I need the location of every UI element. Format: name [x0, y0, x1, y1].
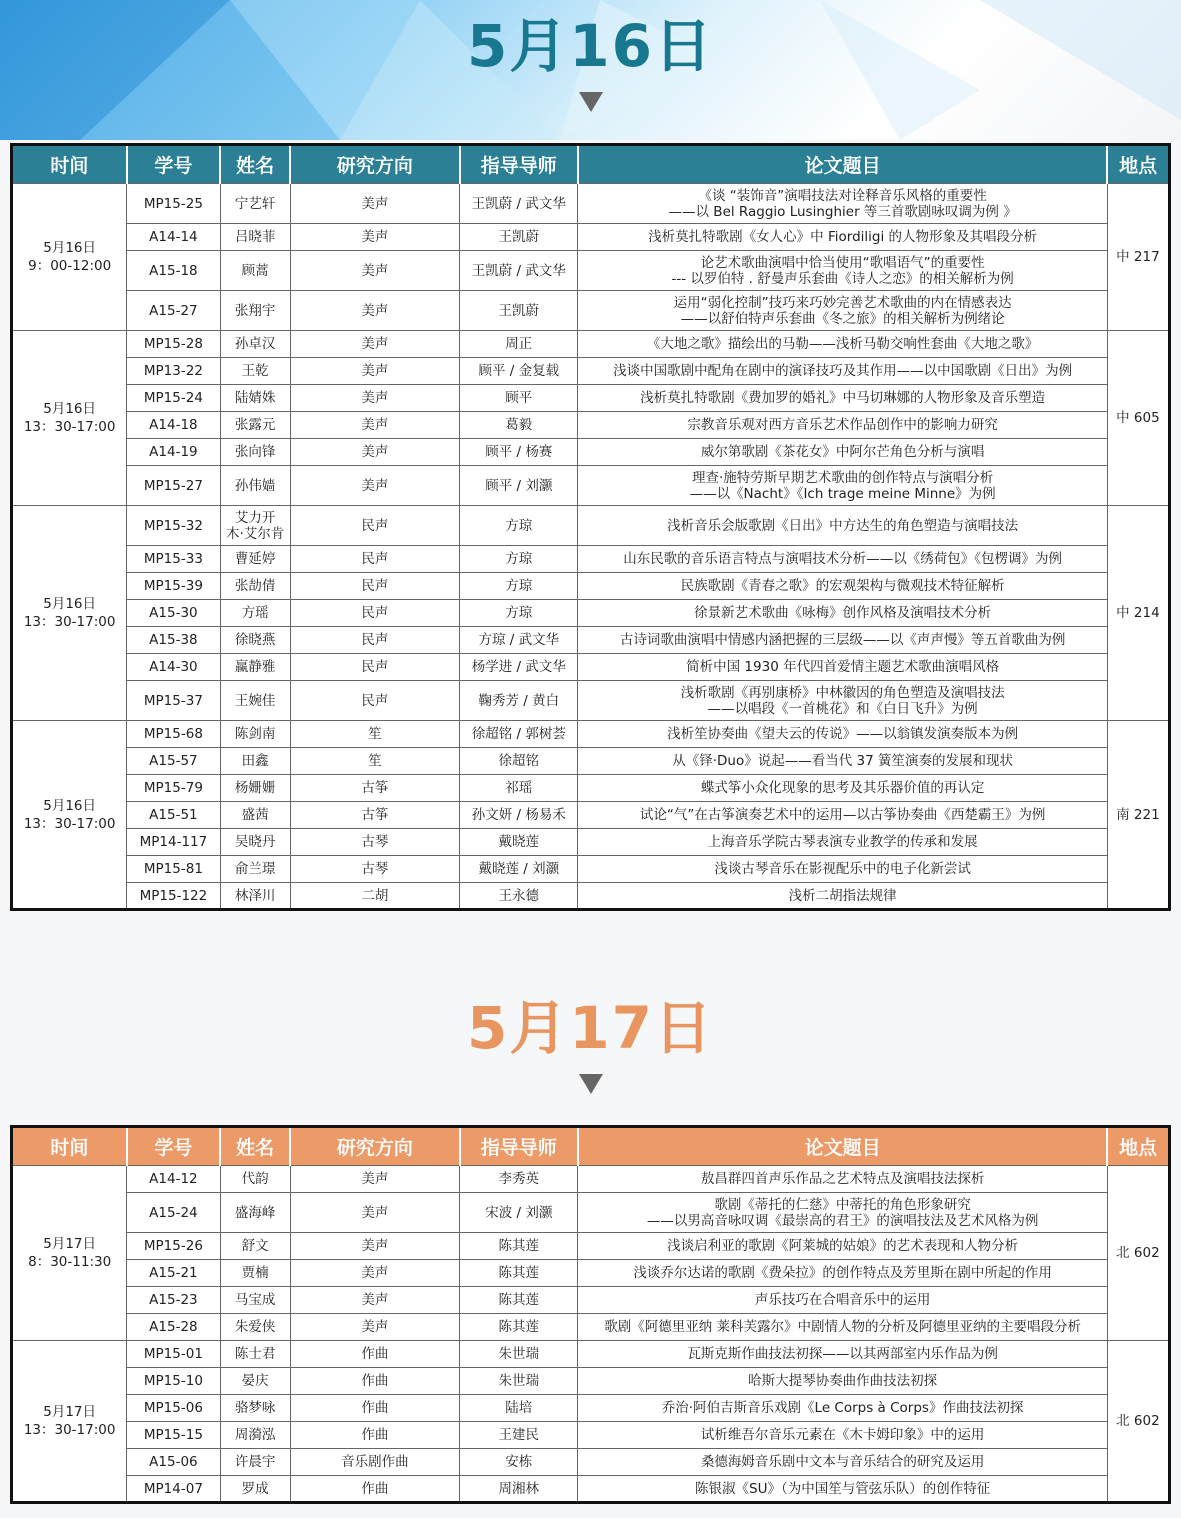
thesis-title-cell: 运用“弱化控制”技巧来巧妙完善艺术歌曲的内在情感表达 ——以舒伯特声乐套曲《冬之旅》的相关解析为例绪论: [578, 291, 1107, 331]
research-field-cell: 音乐剧作曲: [290, 1449, 459, 1476]
student-id-cell: MP14-07: [127, 1476, 220, 1503]
student-id-cell: A15-06: [127, 1449, 220, 1476]
session-place-cell: 中 214: [1107, 506, 1169, 721]
down-arrow-icon: [579, 1074, 603, 1094]
session-place-cell: 北 602: [1107, 1341, 1169, 1503]
thesis-title-cell: 古诗词歌曲演唱中情感内涵把握的三层级——以《声声慢》等五首歌曲为例: [578, 627, 1107, 654]
student-name-cell: 朱爱侠: [220, 1314, 290, 1341]
research-field-cell: 美声: [290, 412, 459, 439]
thesis-title-cell: 简析中国 1930 年代四首爱情主题艺术歌曲演唱风格: [578, 654, 1107, 681]
student-name-cell: 曹延婷: [220, 546, 290, 573]
header-place: 地点: [1119, 1137, 1158, 1159]
advisor-cell: 方琼: [460, 600, 578, 627]
student-name-cell: 盛海峰: [220, 1193, 290, 1233]
research-field-cell: 美声: [290, 184, 459, 224]
student-name-cell: 张露元: [220, 412, 290, 439]
advisor-cell: 顾平 / 刘灏: [460, 466, 578, 506]
student-id-cell: A14-18: [127, 412, 220, 439]
thesis-title-cell: 浅谈古琴音乐在影视配乐中的电子化新尝试: [578, 856, 1107, 883]
table-row: [12, 802, 1170, 829]
student-id-cell: A14-19: [127, 439, 220, 466]
student-name-cell: 吕晓菲: [220, 224, 290, 251]
advisor-cell: 徐超铭: [460, 748, 578, 775]
thesis-title-cell: 威尔第歌剧《茶花女》中阿尔芒角色分析与演唱: [578, 439, 1107, 466]
student-id-cell: MP15-122: [127, 883, 220, 910]
student-name-cell: 舒文: [220, 1233, 290, 1260]
student-id-cell: MP15-28: [127, 331, 220, 358]
advisor-cell: 徐超铭 / 郭树荟: [460, 721, 578, 748]
thesis-title-cell: 宗教音乐观对西方音乐艺术作品创作中的影响力研究: [578, 412, 1107, 439]
day2-table-body: [12, 1166, 1170, 1503]
research-field-cell: 民声: [290, 654, 459, 681]
research-field-cell: 古琴: [290, 856, 459, 883]
advisor-cell: 朱世瑞: [460, 1341, 578, 1368]
research-field-cell: 美声: [290, 385, 459, 412]
header-field: 研究方向: [290, 145, 459, 184]
advisor-cell: 方琼 / 武文华: [460, 627, 578, 654]
thesis-title-cell: 声乐技巧在合唱音乐中的运用: [578, 1287, 1107, 1314]
session-time-cell: 5月16日 13：30-17:00: [12, 331, 127, 506]
student-name-cell: 吴晓丹: [220, 829, 290, 856]
student-id-cell: A15-38: [127, 627, 220, 654]
student-name-cell: 王乾: [220, 358, 290, 385]
advisor-cell: 王凯蔚: [460, 291, 578, 331]
student-id-cell: MP15-06: [127, 1395, 220, 1422]
advisor-cell: 安栋: [460, 1449, 578, 1476]
student-id-cell: MP15-15: [127, 1422, 220, 1449]
header-thesis: 论文题目: [578, 1127, 1107, 1166]
advisor-cell: 王建民: [460, 1422, 578, 1449]
thesis-title-cell: 桑德海姆音乐剧中文本与音乐结合的研究及运用: [578, 1449, 1107, 1476]
student-name-cell: 徐晓燕: [220, 627, 290, 654]
session-place-cell: 中 217: [1107, 184, 1169, 331]
research-field-cell: 作曲: [290, 1422, 459, 1449]
research-field-cell: 美声: [290, 1166, 459, 1193]
thesis-title-cell: 歌剧《阿德里亚纳 莱科芙露尔》中剧情人物的分析及阿德里亚纳的主要唱段分析: [578, 1314, 1107, 1341]
student-id-cell: MP15-01: [127, 1341, 220, 1368]
advisor-cell: 王凯蔚 / 武文华: [460, 184, 578, 224]
student-name-cell: 晏庆: [220, 1368, 290, 1395]
research-field-cell: 作曲: [290, 1476, 459, 1503]
session-place-cell: 北 602: [1107, 1166, 1169, 1341]
day1-schedule-table: [10, 143, 1171, 911]
student-name-cell: 罗成: [220, 1476, 290, 1503]
student-name-cell: 孙卓汉: [220, 331, 290, 358]
header-name: 姓名: [220, 1127, 290, 1166]
advisor-cell: 方琼: [460, 506, 578, 546]
student-id-cell: MP13-22: [127, 358, 220, 385]
student-id-cell: A14-30: [127, 654, 220, 681]
table-row: [12, 546, 1170, 573]
thesis-title-cell: 试论“气”在古筝演奏艺术中的运用—以古筝协奏曲《西楚霸王》为例: [578, 802, 1107, 829]
advisor-cell: 宋波 / 刘灏: [460, 1193, 578, 1233]
table-row: [12, 251, 1170, 291]
student-name-cell: 王婉佳: [220, 681, 290, 721]
student-id-cell: MP15-24: [127, 385, 220, 412]
header-advisor: 指导导师: [460, 145, 578, 184]
student-name-cell: 林泽川: [220, 883, 290, 910]
thesis-title-cell: 理查·施特劳斯早期艺术歌曲的创作特点与演唱分析 ——以《Nacht》《Ich trage meine Minne》为例: [578, 466, 1107, 506]
table-row: [12, 224, 1170, 251]
table-row: [12, 654, 1170, 681]
thesis-title-cell: 浅谈乔尔达诺的歌剧《费朵拉》的创作特点及芳里斯在剧中所起的作用: [578, 1260, 1107, 1287]
student-id-cell: MP15-68: [127, 721, 220, 748]
student-name-cell: 艾力开 木·艾尔肯: [220, 506, 290, 546]
header-thesis: 论文题目: [578, 145, 1107, 184]
advisor-cell: 陈其莲: [460, 1233, 578, 1260]
thesis-title-cell: 论艺术歌曲演唱中恰当使用“歌唱语气”的重要性 --- 以罗伯特 . 舒曼声乐套曲《诗人之恋》的相关解析为例: [578, 251, 1107, 291]
thesis-title-cell: 哈斯大提琴协奏曲作曲技法初探: [578, 1368, 1107, 1395]
thesis-title-cell: 乔治·阿伯吉斯音乐戏剧《Le Corps à Corps》作曲技法初探: [578, 1395, 1107, 1422]
student-id-cell: A15-30: [127, 600, 220, 627]
advisor-cell: 王永德: [460, 883, 578, 910]
research-field-cell: 美声: [290, 1260, 459, 1287]
student-name-cell: 赢静雅: [220, 654, 290, 681]
student-name-cell: 方瑶: [220, 600, 290, 627]
table-row: [12, 1193, 1170, 1233]
student-id-cell: A15-21: [127, 1260, 220, 1287]
research-field-cell: 美声: [290, 1233, 459, 1260]
thesis-title-cell: 浅析二胡指法规律: [578, 883, 1107, 910]
research-field-cell: 民声: [290, 681, 459, 721]
student-id-cell: MP15-10: [127, 1368, 220, 1395]
research-field-cell: 民声: [290, 546, 459, 573]
student-id-cell: MP15-39: [127, 573, 220, 600]
research-field-cell: 作曲: [290, 1368, 459, 1395]
table-row: [12, 466, 1170, 506]
header-time: 时间: [12, 145, 127, 184]
research-field-cell: 美声: [290, 224, 459, 251]
advisor-cell: 戴晓莲 / 刘灏: [460, 856, 578, 883]
advisor-cell: 王凯蔚 / 武文华: [460, 251, 578, 291]
student-id-cell: A15-24: [127, 1193, 220, 1233]
header-id: 学号: [127, 145, 220, 184]
student-name-cell: 贾楠: [220, 1260, 290, 1287]
table-row: [12, 439, 1170, 466]
header-time: 时间: [12, 1127, 127, 1166]
table-row: [12, 775, 1170, 802]
student-name-cell: 俞兰璟: [220, 856, 290, 883]
thesis-title-cell: 浅析莫扎特歌剧《女人心》中 Fiordiligi 的人物形象及其唱段分析: [578, 224, 1107, 251]
session-place-cell: 中 605: [1107, 331, 1169, 506]
session-place-cell: 南 221: [1107, 721, 1169, 910]
student-name-cell: 宁艺轩: [220, 184, 290, 224]
session-time-cell: 5月16日 13：30-17:00: [12, 721, 127, 910]
research-field-cell: 美声: [290, 439, 459, 466]
student-name-cell: 陆婧姝: [220, 385, 290, 412]
research-field-cell: 美声: [290, 358, 459, 385]
header-id: 学号: [127, 1127, 220, 1166]
research-field-cell: 古筝: [290, 802, 459, 829]
table-row: [12, 1314, 1170, 1341]
table-row: [12, 412, 1170, 439]
advisor-cell: 李秀英: [460, 1166, 578, 1193]
day1-title: 5月16日: [466, 12, 715, 80]
research-field-cell: 民声: [290, 627, 459, 654]
thesis-title-cell: 徐景新艺术歌曲《咏梅》创作风格及演唱技术分析: [578, 600, 1107, 627]
thesis-title-cell: 浅谈中国歌剧中配角在剧中的演译技巧及其作用——以中国歌剧《日出》为例: [578, 358, 1107, 385]
day1-table-body: [12, 184, 1170, 910]
student-name-cell: 代韵: [220, 1166, 290, 1193]
header-field: 研究方向: [290, 1127, 459, 1166]
thesis-title-cell: 浅析音乐会版歌剧《日出》中方达生的角色塑造与演唱技法: [578, 506, 1107, 546]
advisor-cell: 顾平 / 杨赛: [460, 439, 578, 466]
student-id-cell: MP15-26: [127, 1233, 220, 1260]
table-row: [12, 600, 1170, 627]
session-time-cell: 5月16日 13：30-17:00: [12, 506, 127, 721]
table-row: [12, 358, 1170, 385]
advisor-cell: 王凯蔚: [460, 224, 578, 251]
advisor-cell: 陆培: [460, 1395, 578, 1422]
advisor-cell: 祁瑶: [460, 775, 578, 802]
thesis-title-cell: 从《铎·Duo》说起——看当代 37 簧笙演奏的发展和现状: [578, 748, 1107, 775]
thesis-title-cell: 浅析笙协奏曲《望夫云的传说》——以翁镇发演奏版本为例: [578, 721, 1107, 748]
student-id-cell: MP14-117: [127, 829, 220, 856]
table-row: [12, 184, 1170, 224]
header-place: 地点: [1119, 155, 1158, 177]
table-row: [12, 1166, 1170, 1193]
advisor-cell: 顾平: [460, 385, 578, 412]
student-name-cell: 许晨宇: [220, 1449, 290, 1476]
thesis-title-cell: 歌剧《蒂托的仁慈》中蒂托的角色形象研究 ——以男高音咏叹调《最崇高的君王》的演唱技法及艺术风格为例: [578, 1193, 1107, 1233]
thesis-title-cell: 山东民歌的音乐语言特点与演唱技术分析——以《绣荷包》《包楞调》为例: [578, 546, 1107, 573]
table-row: [12, 1368, 1170, 1395]
research-field-cell: 古筝: [290, 775, 459, 802]
advisor-cell: 鞠秀芳 / 黄白: [460, 681, 578, 721]
advisor-cell: 陈其莲: [460, 1314, 578, 1341]
student-name-cell: 张向锋: [220, 439, 290, 466]
table-row: [12, 627, 1170, 654]
advisor-cell: 顾平 / 金复载: [460, 358, 578, 385]
student-name-cell: 马宝成: [220, 1287, 290, 1314]
thesis-title-cell: 民族歌剧《青春之歌》的宏观架构与微观技术特征解析: [578, 573, 1107, 600]
student-name-cell: 张翔宇: [220, 291, 290, 331]
research-field-cell: 美声: [290, 1287, 459, 1314]
student-id-cell: MP15-25: [127, 184, 220, 224]
thesis-title-cell: 蝶式筝小众化现象的思考及其乐器价值的再认定: [578, 775, 1107, 802]
thesis-title-cell: 浅析歌剧《再别康桥》中林徽因的角色塑造及演唱技法 ——以唱段《一首桃花》和《白日飞升》为例: [578, 681, 1107, 721]
table-row: [12, 1287, 1170, 1314]
table-row: [12, 721, 1170, 748]
advisor-cell: 孙文妍 / 杨易禾: [460, 802, 578, 829]
table-row: [12, 331, 1170, 358]
table-row: [12, 385, 1170, 412]
student-id-cell: MP15-32: [127, 506, 220, 546]
research-field-cell: 民声: [290, 506, 459, 546]
thesis-title-cell: 上海音乐学院古琴表演专业教学的传承和发展: [578, 829, 1107, 856]
student-id-cell: MP15-27: [127, 466, 220, 506]
advisor-cell: 方琼: [460, 546, 578, 573]
research-field-cell: 古琴: [290, 829, 459, 856]
session-time-cell: 5月17日 8：30-11:30: [12, 1166, 127, 1341]
student-id-cell: MP15-79: [127, 775, 220, 802]
research-field-cell: 美声: [290, 331, 459, 358]
thesis-title-cell: 陈银淑《SU》（为中国笙与管弦乐队）的创作特征: [578, 1476, 1107, 1503]
student-name-cell: 周漪泓: [220, 1422, 290, 1449]
student-id-cell: A15-27: [127, 291, 220, 331]
student-id-cell: A14-14: [127, 224, 220, 251]
advisor-cell: 朱世瑞: [460, 1368, 578, 1395]
table-row: [12, 1233, 1170, 1260]
advisor-cell: 葛毅: [460, 412, 578, 439]
table-row: [12, 1260, 1170, 1287]
thesis-title-cell: 《大地之歌》描绘出的马勒——浅析马勒交响性套曲《大地之歌》: [578, 331, 1107, 358]
research-field-cell: 美声: [290, 1314, 459, 1341]
student-name-cell: 盛茜: [220, 802, 290, 829]
advisor-cell: 周湘林: [460, 1476, 578, 1503]
table-row: [12, 1449, 1170, 1476]
research-field-cell: 美声: [290, 1193, 459, 1233]
student-name-cell: 张劼倩: [220, 573, 290, 600]
day1-table-header: [12, 145, 1170, 184]
research-field-cell: 美声: [290, 251, 459, 291]
thesis-title-cell: 浅析莫扎特歌剧《费加罗的婚礼》中马切琳娜的人物形象及音乐塑造: [578, 385, 1107, 412]
session-time-cell: 5月17日 13：30-17:00: [12, 1341, 127, 1503]
header-advisor: 指导导师: [460, 1127, 578, 1166]
thesis-title-cell: 敖昌群四首声乐作品之艺术特点及演唱技法探析: [578, 1166, 1107, 1193]
student-id-cell: A15-18: [127, 251, 220, 291]
student-name-cell: 骆梦咏: [220, 1395, 290, 1422]
table-row: [12, 829, 1170, 856]
table-row: [12, 291, 1170, 331]
student-name-cell: 田鑫: [220, 748, 290, 775]
student-name-cell: 孙伟嫱: [220, 466, 290, 506]
day2-table-header: [12, 1127, 1170, 1166]
research-field-cell: 笙: [290, 748, 459, 775]
student-name-cell: 陈士君: [220, 1341, 290, 1368]
thesis-title-cell: 瓦斯克斯作曲技法初探——以其两部室内乐作品为例: [578, 1341, 1107, 1368]
research-field-cell: 美声: [290, 291, 459, 331]
student-id-cell: A14-12: [127, 1166, 220, 1193]
table-row: [12, 856, 1170, 883]
table-row: [12, 1341, 1170, 1368]
student-id-cell: MP15-37: [127, 681, 220, 721]
research-field-cell: 民声: [290, 573, 459, 600]
student-id-cell: A15-23: [127, 1287, 220, 1314]
table-row: [12, 573, 1170, 600]
student-name-cell: 陈剑南: [220, 721, 290, 748]
advisor-cell: 陈其莲: [460, 1287, 578, 1314]
day2-schedule-table: [10, 1125, 1171, 1504]
research-field-cell: 美声: [290, 466, 459, 506]
table-row: [12, 1422, 1170, 1449]
table-row: [12, 506, 1170, 546]
header-name: 姓名: [220, 145, 290, 184]
thesis-title-cell: 试析维吾尔音乐元素在《木卡姆印象》中的运用: [578, 1422, 1107, 1449]
table-row: [12, 1395, 1170, 1422]
table-row: [12, 883, 1170, 910]
research-field-cell: 作曲: [290, 1395, 459, 1422]
advisor-cell: 方琼: [460, 573, 578, 600]
research-field-cell: 笙: [290, 721, 459, 748]
student-id-cell: MP15-81: [127, 856, 220, 883]
student-name-cell: 顾蒿: [220, 251, 290, 291]
table-row: [12, 1476, 1170, 1503]
research-field-cell: 民声: [290, 600, 459, 627]
research-field-cell: 作曲: [290, 1341, 459, 1368]
student-id-cell: A15-57: [127, 748, 220, 775]
down-arrow-icon: [579, 92, 603, 112]
student-id-cell: A15-28: [127, 1314, 220, 1341]
day2-title: 5月17日: [466, 994, 715, 1062]
student-name-cell: 杨姗姗: [220, 775, 290, 802]
table-row: [12, 748, 1170, 775]
student-id-cell: A15-51: [127, 802, 220, 829]
advisor-cell: 周正: [460, 331, 578, 358]
thesis-title-cell: 《谈 “装饰音”演唱技法对诠释音乐风格的重要性 ——以 Bel Raggio Lusinghier 等三首歌剧咏叹调为例 》: [578, 184, 1107, 224]
table-row: [12, 681, 1170, 721]
advisor-cell: 陈其莲: [460, 1260, 578, 1287]
advisor-cell: 戴晓莲: [460, 829, 578, 856]
session-time-cell: 5月16日 9：00-12:00: [12, 184, 127, 331]
advisor-cell: 杨学进 / 武文华: [460, 654, 578, 681]
research-field-cell: 二胡: [290, 883, 459, 910]
thesis-title-cell: 浅谈启利亚的歌剧《阿莱城的姑娘》的艺术表现和人物分析: [578, 1233, 1107, 1260]
student-id-cell: MP15-33: [127, 546, 220, 573]
